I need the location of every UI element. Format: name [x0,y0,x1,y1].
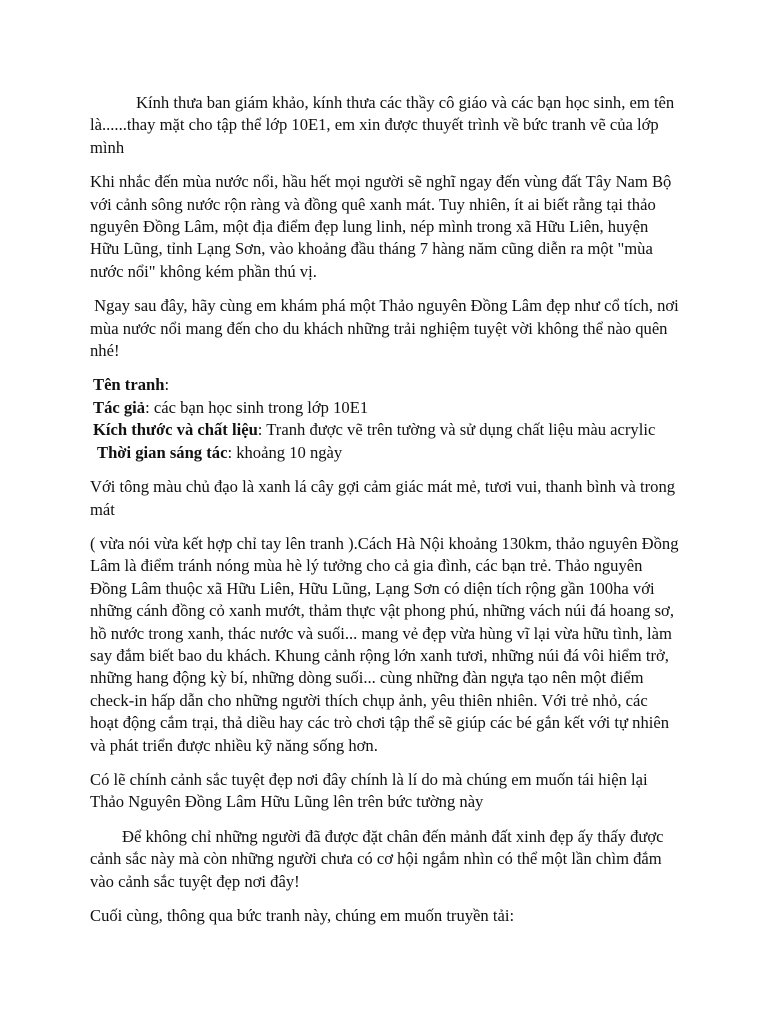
painting-author-line [90,397,680,419]
painting-title-separator: : [164,375,170,395]
greeting-paragraph: Kính thưa ban giám khảo, kính thưa các thầy cô giáo và các bạn học sinh, em tên là......thay mặt cho tập thể lớp 10E1, em xin được thuyết trình về bức tranh vẽ của lớp mình [90,93,675,157]
painting-size-value: : Tranh được vẽ trên tường và sử dụng chất liệu màu acrylic [257,420,656,440]
painting-title-line [90,374,680,396]
painting-author-label: Tác giả [93,397,146,417]
reason-paragraph: Có lẽ chính cảnh sắc tuyệt đẹp nơi đây chính là lí do mà chúng em muốn tái hiện lại Thảo Nguyên Đồng Lâm Hữu Lũng lên trên bức tường này [90,769,648,812]
painting-time-line [90,442,680,464]
painting-time-label: Thời gian sáng tác [97,442,228,462]
invitation-paragraph: Ngay sau đây, hãy cùng em khám phá một Thảo nguyên Đồng Lâm đẹp như cổ tích, nơi mùa nước nổi mang đến cho du khách những trải nghiệm tuyệt vời không thể nào quên nhé! [90,296,683,361]
painting-info [90,374,680,464]
closing-paragraph: Cuối cùng, thông qua bức tranh này, chúng em muốn truyền tải: [90,906,515,925]
purpose-paragraph: Để không chỉ những người đã được đặt chân đến mảnh đất xinh đẹp ấy thấy được cảnh sắc này mà còn những người chưa có cơ hội ngắm nhìn có thể một lần chìm đắm vào cảnh sắc tuyệt đẹp nơi đây! [90,826,664,891]
painting-title-label: Tên tranh [93,375,165,395]
painting-size-label: Kích thước và chất liệu [93,420,258,440]
color-tone-paragraph: Với tông màu chủ đạo là xanh lá cây gợi cảm giác mát mẻ, tươi vui, thanh bình và trong mát [90,477,676,519]
painting-time-value: : khoảng 10 ngày [227,442,343,462]
painting-author-value: : các bạn học sinh trong lớp 10E1 [145,397,369,417]
painting-size-line [90,419,680,441]
description-paragraph: ( vừa nói vừa kết hợp chỉ tay lên tranh ).Cách Hà Nội khoảng 130km, thảo nguyên Đồng Lâm là điểm tránh nóng mùa hè lý tưởng cho cả gia đình, các bạn trẻ. Thảo nguyên Đồng Lâm thuộc xã Hữu Liên, Hữu Lũng, Lạng Sơn có diện tích rộng gần 100ha với những cánh đồng cỏ xanh mướt, thảm thực vật phong phú, những vách núi đá hoang sơ, hồ nước trong xanh, thác nước và suối... mang vẻ đẹp vừa hùng vĩ lại vừa hữu tình, làm say đắm biết bao du khách. Khung cảnh rộng lớn xanh tươi, những núi đá vôi hiểm trở, những hang động kỳ bí, những dòng suối... cùng những đàn ngựa tạo nên một điểm check-in hấp dẫn cho những người thích chụp ảnh, yêu thiên nhiên. Với trẻ nhỏ, các hoạt động cắm trại, thả diều hay các trò chơi tập thể sẽ giúp các bé gắn kết với tự nhiên và phát triển được nhiều kỹ năng sống hơn. [90,533,679,755]
document-body [90,92,683,927]
intro-paragraph: Khi nhắc đến mùa nước nổi, hầu hết mọi người sẽ nghĩ ngay đến vùng đất Tây Nam Bộ với cảnh sông nước rộn ràng và đồng quê xanh mát. Tuy nhiên, ít ai biết rằng tại thảo nguyên Đồng Lâm, một địa điểm đẹp lung linh, nép mình trong xã Hữu Liên, huyện Hữu Lũng, tỉnh Lạng Sơn, vào khoảng đầu tháng 7 hàng năm cũng diễn ra một "mùa nước nổi" không kém phần thú vị. [90,172,672,281]
